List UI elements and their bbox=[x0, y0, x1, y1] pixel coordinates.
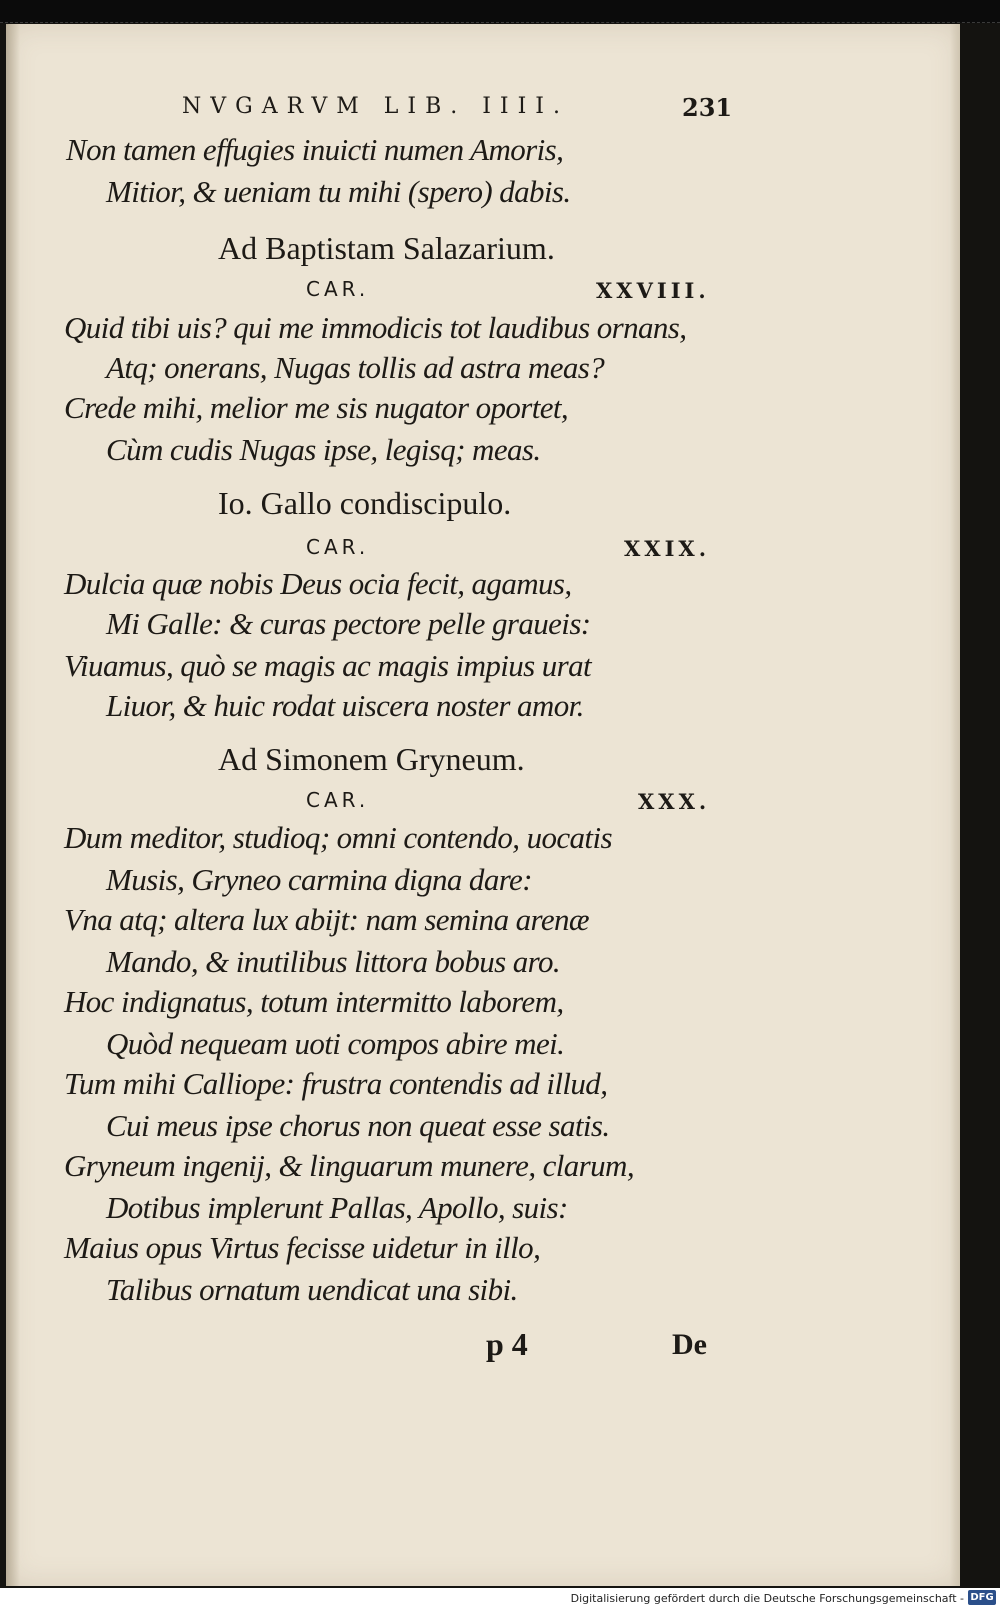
verse-line: Talibus ornatum uendicat una sibi. bbox=[106, 1272, 518, 1307]
poem-title: Ad Simonem Gryneum. bbox=[218, 741, 525, 777]
verse-line: Quòd nequeam uoti compos abire mei. bbox=[106, 1026, 565, 1061]
verse-line: Mando, & inutilibus littora bobus aro. bbox=[106, 944, 561, 979]
verse-line: Mitior, & ueniam tu mihi (spero) dabis. bbox=[106, 174, 571, 209]
carmen-label: CAR. bbox=[306, 535, 370, 559]
verse-line: Non tamen effugies inuicti numen Amoris, bbox=[66, 132, 564, 167]
page-number: 231 bbox=[682, 93, 733, 122]
running-head: NVGARVM LIB. IIII. bbox=[182, 94, 569, 119]
verse-line: Maius opus Virtus fecisse uidetur in illo, bbox=[64, 1230, 541, 1265]
poem-title: Io. Gallo condiscipulo. bbox=[218, 485, 512, 521]
carmen-label: CAR. bbox=[306, 277, 370, 301]
verse-line: Quid tibi uis? qui me immodicis tot laudibus ornans, bbox=[64, 310, 687, 345]
carmen-number: XXX. bbox=[638, 789, 711, 814]
page-gutter-shadow bbox=[6, 24, 20, 1586]
dfg-logo-icon: DFG bbox=[968, 1590, 996, 1605]
verse-line: Hoc indignatus, totum intermitto laborem, bbox=[64, 984, 564, 1019]
verse-line: Viuamus, quò se magis ac magis impius urat bbox=[64, 648, 592, 683]
verse-line: Dum meditor, studioq; omni contendo, uocatis bbox=[64, 820, 612, 855]
signature-mark: p 4 bbox=[486, 1326, 528, 1362]
carmen-label: CAR. bbox=[306, 788, 370, 812]
carmen-number: XXIX. bbox=[624, 536, 711, 561]
verse-line: Vna atq; altera lux abijt: nam semina arenæ bbox=[64, 902, 589, 937]
catchword: De bbox=[672, 1328, 707, 1361]
carmen-number: XXVIII. bbox=[596, 278, 710, 303]
verse-line: Liuor, & huic rodat uiscera noster amor. bbox=[106, 688, 584, 723]
verse-line: Gryneum ingenij, & linguarum munere, clarum, bbox=[64, 1148, 634, 1183]
verse-line: Tum mihi Calliope: frustra contendis ad illud, bbox=[64, 1066, 608, 1101]
verse-line: Cui meus ipse chorus non queat esse satis. bbox=[106, 1108, 610, 1143]
poem-title: Ad Baptistam Salazarium. bbox=[218, 230, 555, 266]
verse-line: Cùm cudis Nugas ipse, legisq; meas. bbox=[106, 432, 541, 467]
scan-top-border bbox=[0, 0, 1000, 23]
verse-line: Atq; onerans, Nugas tollis ad astra meas? bbox=[106, 350, 605, 385]
verse-line: Crede mihi, melior me sis nugator oportet, bbox=[64, 390, 569, 425]
verse-line: Dotibus implerunt Pallas, Apollo, suis: bbox=[106, 1190, 568, 1225]
verse-line: Dulcia quæ nobis Deus ocia fecit, agamus, bbox=[64, 566, 572, 601]
page-edge-shadow bbox=[950, 24, 960, 1586]
verse-line: Musis, Gryneo carmina digna dare: bbox=[106, 862, 532, 897]
verse-line: Mi Galle: & curas pectore pelle graueis: bbox=[106, 606, 591, 641]
footer-credit: Digitalisierung gefördert durch die Deutsche Forschungsgemeinschaft - bbox=[570, 1592, 964, 1605]
